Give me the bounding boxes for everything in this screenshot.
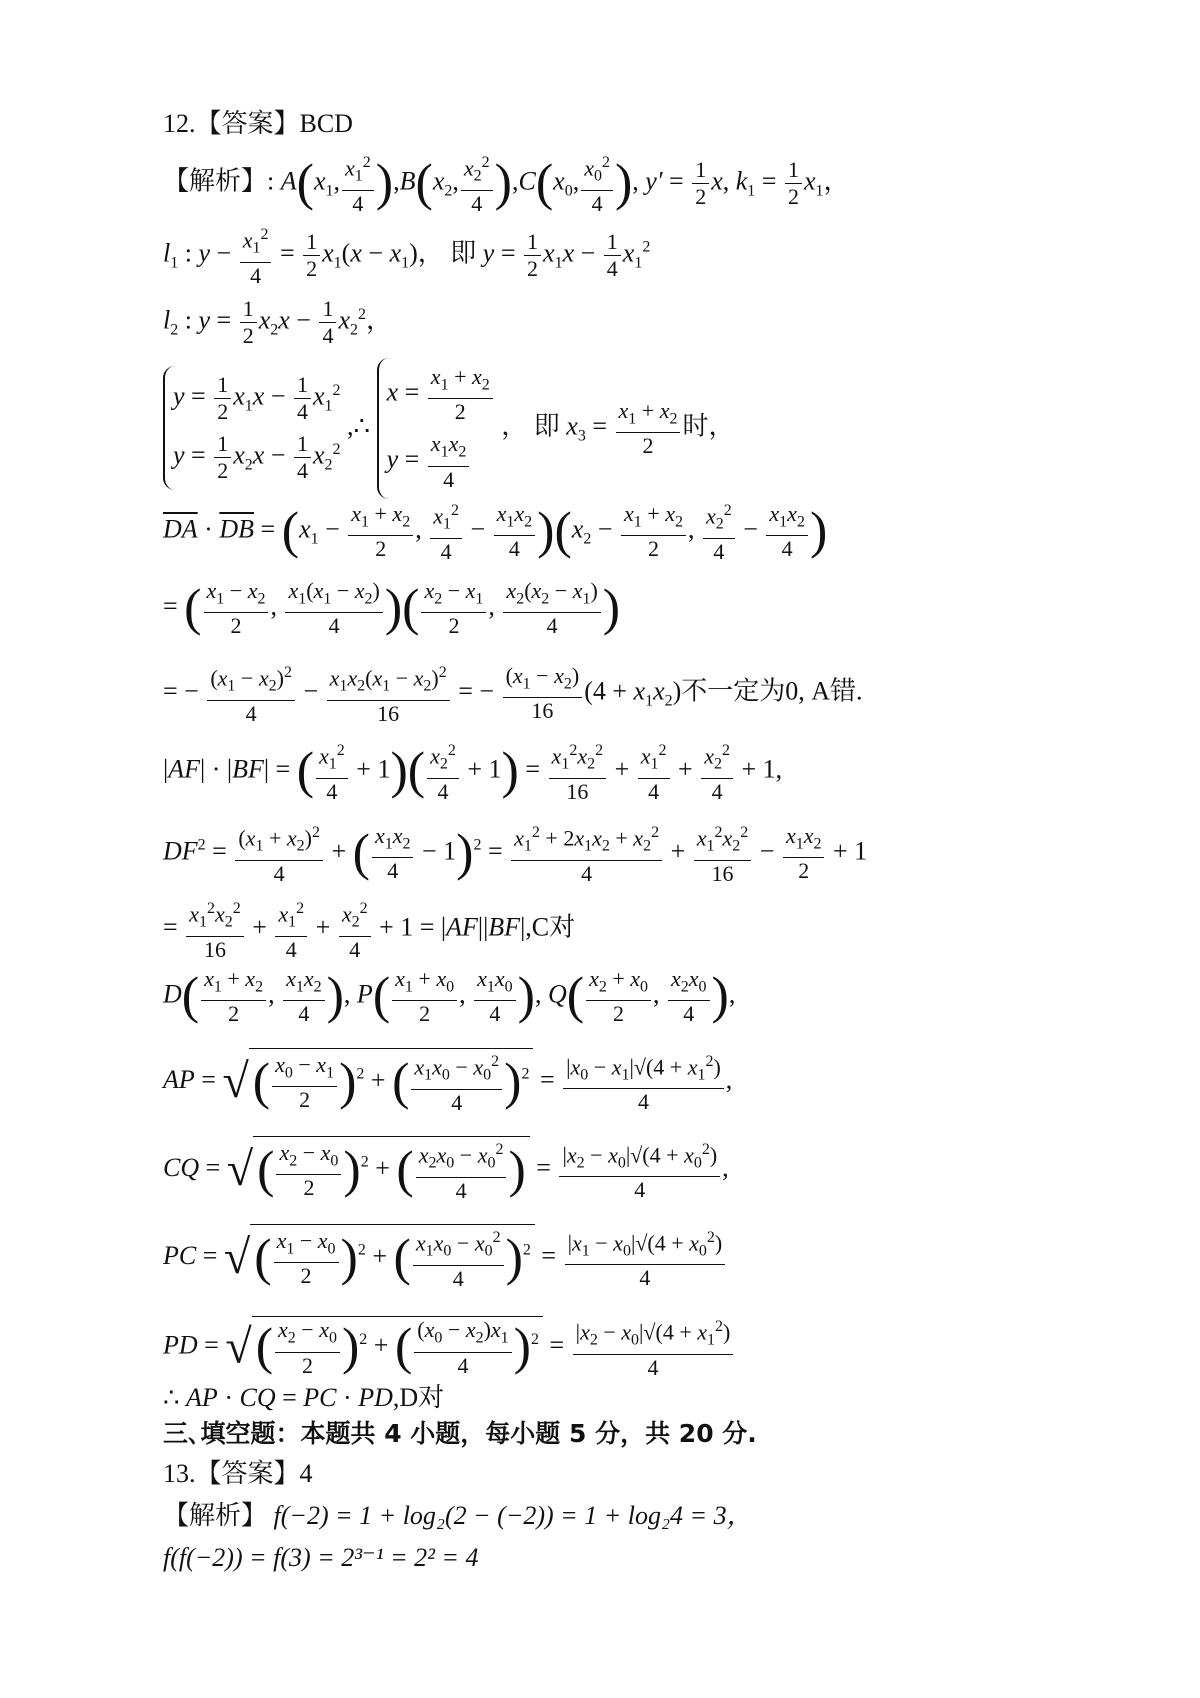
- q12-line-l2: $l_2$ : y = $\frac{1}{2}$ $x_2x$ − $\frac{1}{4}$ $x_2^2$，: [163, 296, 393, 348]
- q12-dot-product-3: = − $\frac{(x_1 - x_2)^2}{4}$ − $\frac{x_1x_2(x_1 - x_2)^2}{16}$ = − $\frac{(x_1 - x_2)}{16}$ $(4 + x_1x_2)$不一定为0, A错.: [163, 660, 863, 727]
- q12-df-squared-2: = $\frac{x_1^2x_2^2}{16}$ + $\frac{x_1^2}{4}$ + $\frac{x_2^2}{4}$ + 1 = |AF||BF|,C对: [163, 896, 575, 963]
- q12-af-bf: |AF| · |BF| = ( $\frac{x_1^2}{4}$ + 1)( $\frac{x_2^2}{4}$ + 1) = $\frac{x_1^2x_2^2}{16}$ + $\frac{x_1^2}{4}$ + $\frac{x_2^2}{4}$ + 1,: [163, 738, 782, 805]
- q12-conclusion: ∴ AP · CQ = PC · PD,D对: [163, 1383, 445, 1412]
- q12-pd: PD = √( $\frac{x_2 - x_0}{2}$ )$^2$ + ( $\frac{(x_0 - x_2)x_1}{4}$ )$^2$ = $\frac{|x_2 - x_0|√(4 + x_1^2)}{4}$: [163, 1314, 735, 1381]
- q12-dot-product: $\overline{DA} \cdot \overline{DB} = (x_1$ − $\frac{x_1 + x_2}{2}$ , $\frac{x_1^2}{4}$ − $\frac{x_1x_2}{4}$ )($x_2$ − $\frac{x_1 + x_2}{2}$ , $\frac{x_2^2}{4}$ − $\frac{x_1x_2}{4}$ ): [163, 498, 827, 565]
- q13-analysis-line2: [163, 1542, 478, 1574]
- q12-dot-product-2: = ( $\frac{x_1 - x_2}{2}$ , $\frac{x_1(x_1 - x_2)}{4}$ )( $\frac{x_2 - x_1}{2}$ , $\frac{x_2(x_2 - x_1)}{4}$ ): [163, 578, 621, 639]
- q12-analysis-line1: 【解析】: $A(x_1$, $\frac{x_1^2}{4}$ )$,B(x_2$, $\frac{x_2^2}{4}$ )$,C(x_0$, $\frac{x_0^2}{4}$ ), y′ = $\frac{1}{2}$ x, $k_1$ = $\frac{1}{2}$ $x_1$，: [163, 150, 850, 217]
- q12-cq: CQ = √( $\frac{x_2 - x_0}{2}$ )$^2$ + ( $\frac{x_2x_0 - x_0^2}{4}$ ) = $\frac{|x_2 - x_0|√(4 + x_0^2)}{4}$ ,: [163, 1136, 729, 1204]
- q12-line-l1: $l_1$ : y − $\frac{x_1^2}{4}$ = $\frac{1}{2}$ $x_1(x - x_1)$， 即 y = $\frac{1}{2}$ $x_1x$ − $\frac{1}{4}$ $x_1^2$: [163, 222, 650, 289]
- q12-answer-heading: 12.【答案】BCD: [163, 109, 353, 138]
- analysis-label: 【解析】: [163, 1501, 268, 1530]
- q13-line1-text: f(−2) = 1 + log₂(2 − (−2)) = 1 + log₂4 = 3，: [273, 1501, 753, 1530]
- section-3-heading: 三､填空题：本题共 4 小题，每小题 5 分，共 20 分.: [163, 1419, 757, 1448]
- analysis-label: 【解析】: [163, 166, 268, 196]
- q13-line2-text: f(f(−2)) = f(3) = 2³⁻¹ = 2² = 4: [163, 1543, 479, 1572]
- q13-answer-heading: 13.【答案】4: [163, 1459, 313, 1488]
- q12-system: y = $\frac{1}{2}$ $x_1x$ − $\frac{1}{4}$ $x_1^2$ y = $\frac{1}{2}$ $x_2x$ − $\frac{1}{4}$ $x_2^2$ ,∴ x = $\frac{x_1 + x_2}{2}$ y = $\frac{x_1x_2}{4}$ ， 即 $x_3$ = $\frac{x_1 + x_2}{2}$ 时，: [163, 358, 734, 499]
- q12-df-squared: $DF^2$ = $\frac{(x_1 + x_2)^2}{4}$ + ( $\frac{x_1x_2}{4}$ − 1)$^2$ = $\frac{x_1^2 + 2x_1x_2 + x_2^2}{4}$ + $\frac{x_1^2x_2^2}{16}$ − $\frac{x_1x_2}{2}$ + 1: [163, 820, 867, 887]
- q12-ap: AP = √( $\frac{x_0 - x_1}{2}$ )$^2$ + ( $\frac{x_1x_0 - x_0^2}{4}$ )$^2$ = $\frac{|x_0 - x_1|√(4 + x_1^2)}{4}$ ,: [163, 1048, 732, 1116]
- q12-points-dpq: D( $\frac{x_1 + x_2}{2}$ , $\frac{x_1x_2}{4}$ ), P( $\frac{x_1 + x_0}{2}$ , $\frac{x_1x_0}{4}$ ), Q( $\frac{x_2 + x_0}{2}$ , $\frac{x_2x_0}{4}$ ),: [163, 966, 736, 1027]
- q13-analysis-line1: [163, 1500, 753, 1532]
- q12-pc: PC = √( $\frac{x_1 - x_0}{2}$ )$^2$ + ( $\frac{x_1x_0 - x_0^2}{4}$ )$^2$ = $\frac{|x_1 - x_0|√(4 + x_0^2)}{4}$: [163, 1224, 727, 1292]
